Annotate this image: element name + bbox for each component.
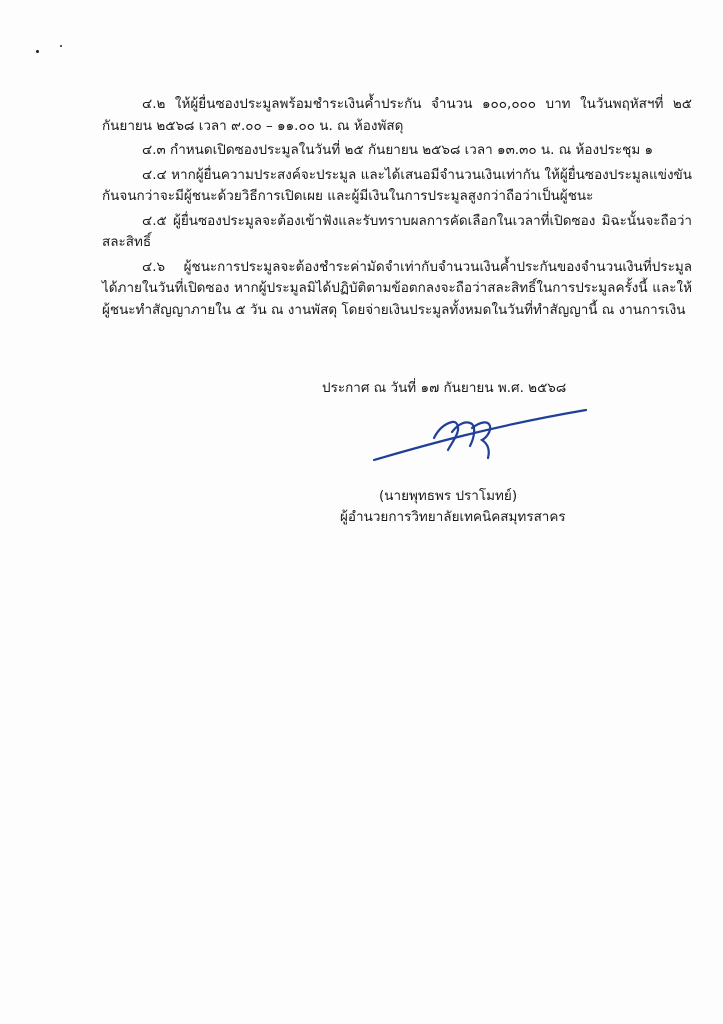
signer-name: (นายพุทธพร ปราโมทย์)	[379, 488, 518, 504]
conditions-section	[102, 94, 692, 324]
paragraph-4-6: ๔.๖ ผู้ชนะการประมูลจะต้องชำระค่ามัดจำเท่ากับจำนวนเงินค้ำประกันของจำนวนเงินที่ประมูลได้ภายในวันที่เปิดซอง หากผู้ประมูลมิได้ปฏิบัติตามข้อตกลงจะถือว่าสละสิทธิ์ในการประมูลครั้งนี้ และให้ผู้ชนะทำสัญญาภายใน ๕ วัน ณ งานพัสดุ โดยจ่ายเงินประมูลทั้งหมดในวันที่ทำสัญญานี้ ณ งานการเงิน	[102, 258, 692, 318]
scan-speck	[36, 50, 39, 53]
paragraph-4-4: ๔.๔ หากผู้ยื่นความประสงค์จะประมูล และได้เสนอมีจำนวนเงินเท่ากัน ให้ผู้ยื่นซองประมูลแข่งขันกันจนกว่าจะมีผู้ชนะด้วยวิธีการเปิดเผย และผู้มีเงินในการประมูลสูงกว่าถือว่าเป็นผู้ชนะ	[102, 166, 692, 204]
paragraph-4-5: ๔.๕ ผู้ยื่นซองประมูลจะต้องเข้าฟังและรับทราบผลการคัดเลือกในเวลาที่เปิดซอง มิฉะนั้นจะถือว่าสละสิทธิ์	[102, 212, 692, 250]
signer-title: ผู้อำนวยการวิทยาลัยเทคนิคสมุทรสาคร	[340, 509, 566, 525]
paragraph-4-2: ๔.๒ ให้ผู้ยื่นซองประมูลพร้อมชำระเงินค้ำประกัน จำนวน ๑๐๐,๐๐๐ บาท ในวันพฤหัสฯที่ ๒๕ กันยายน ๒๕๖๘ เวลา ๙.๐๐ – ๑๑.๐๐ น. ณ ห้องพัสดุ	[102, 96, 692, 134]
handwritten-signature	[372, 408, 590, 464]
scan-speck	[60, 45, 62, 47]
paragraph-4-3: ๔.๓ กำหนดเปิดซองประมูลในวันที่ ๒๕ กันยายน ๒๕๖๘ เวลา ๑๓.๓๐ น. ณ ห้องประชุม ๑	[142, 142, 654, 158]
announcement-date: ประกาศ ณ วันที่ ๑๗ กันยายน พ.ศ. ๒๕๖๘	[322, 380, 567, 396]
